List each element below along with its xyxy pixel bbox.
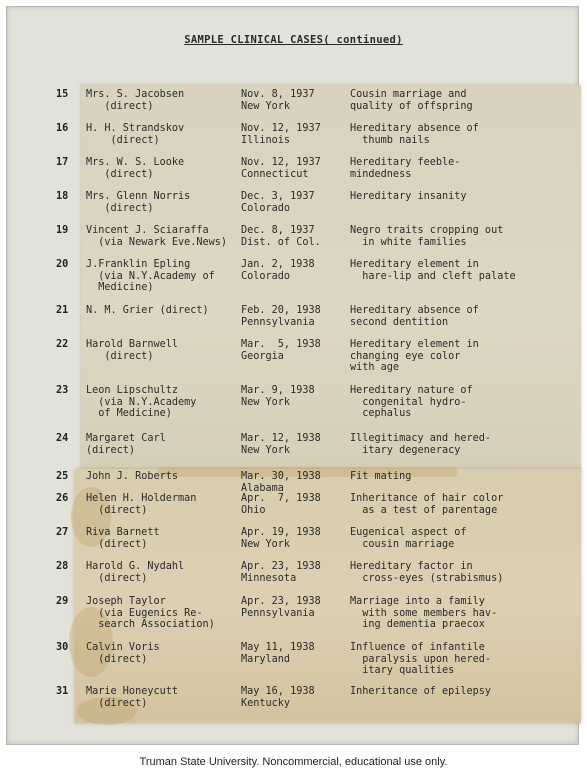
case-topic-cell xyxy=(350,493,580,516)
case-date-line: Alabama xyxy=(241,482,284,494)
case-name-line: (direct) xyxy=(86,572,148,584)
case-name-line: Mrs. Glenn Norris xyxy=(86,191,191,202)
case-name-line: Vincent J. Sciaraffa xyxy=(86,225,209,236)
case-date-line: Jan. 2, 1938 xyxy=(241,259,315,270)
case-name-cell xyxy=(86,686,236,709)
case-topic-cell xyxy=(350,225,580,248)
case-date-line: Colorado xyxy=(241,202,291,214)
case-date-cell xyxy=(241,493,346,516)
case-number: 20 xyxy=(56,259,69,270)
case-date-line: Georgia xyxy=(241,350,284,362)
case-number: 17 xyxy=(56,157,69,168)
case-date-cell xyxy=(241,305,346,328)
case-topic-cell xyxy=(350,89,580,112)
case-topic-cell xyxy=(350,596,580,631)
case-topic-line: mindedness xyxy=(350,168,412,180)
case-topic-line: Hereditary element in xyxy=(350,259,479,270)
case-topic-line: Illegitimacy and hered- xyxy=(350,433,492,444)
case-topic-cell xyxy=(350,527,580,550)
case-date-line: May 16, 1938 xyxy=(241,686,315,697)
case-name-line: N. M. Grier (direct) xyxy=(86,305,209,316)
case-name-line: (direct) xyxy=(86,202,154,214)
case-name-line: (via Newark Eve.News) xyxy=(86,236,228,248)
case-topic-line: cephalus xyxy=(350,408,412,419)
case-date-line: Nov. 8, 1937 xyxy=(241,89,315,100)
case-date-cell xyxy=(241,89,346,112)
case-number: 30 xyxy=(56,642,69,653)
case-topic-line: Hereditary element in xyxy=(350,339,479,350)
case-date-line: Mar. 30, 1938 xyxy=(241,471,321,482)
case-topic-line: itary qualities xyxy=(350,665,455,676)
case-name-line: Leon Lipschultz xyxy=(86,385,179,396)
case-name-line: Harold G. Nydahl xyxy=(86,561,185,572)
case-name-line: Mrs. W. S. Looke xyxy=(86,157,185,168)
case-date-line: Mar. 5, 1938 xyxy=(241,339,321,350)
case-date-line: Pennsylvania xyxy=(241,607,315,619)
case-topic-cell xyxy=(350,433,580,456)
case-topic-line: congenital hydro- xyxy=(350,396,467,408)
case-name-cell xyxy=(86,471,236,483)
case-name-line: of Medicine) xyxy=(86,408,172,419)
case-topic-cell xyxy=(350,157,580,180)
case-topic-line: Hereditary factor in xyxy=(350,561,473,572)
case-number: 25 xyxy=(56,471,69,482)
case-name-line: John J. Roberts xyxy=(86,471,179,482)
case-date-cell xyxy=(241,259,346,282)
case-name-cell xyxy=(86,225,236,248)
case-name-line: Riva Barnett xyxy=(86,527,160,538)
case-name-cell xyxy=(86,561,236,584)
case-topic-cell xyxy=(350,259,580,282)
page-title: SAMPLE CLINICAL CASES( continued) xyxy=(184,34,403,46)
document-sheet xyxy=(6,6,579,745)
case-name-line: (direct) xyxy=(86,100,154,112)
case-name-line: Calvin Voris xyxy=(86,642,160,653)
case-name-cell xyxy=(86,339,236,362)
case-date-line: New York xyxy=(241,396,291,408)
case-name-cell xyxy=(86,305,236,317)
case-date-line: Kentucky xyxy=(241,697,291,709)
case-name-cell xyxy=(86,642,236,665)
case-date-line: Maryland xyxy=(241,653,291,665)
case-name-line: Medicine) xyxy=(86,282,154,293)
case-topic-line: cross-eyes (strabismus) xyxy=(350,572,504,584)
case-date-line: Apr. 23, 1938 xyxy=(241,596,321,607)
case-topic-cell xyxy=(350,305,580,328)
case-name-line: Helen H. Holderman xyxy=(86,493,197,504)
case-date-line: Nov. 12, 1937 xyxy=(241,157,321,168)
case-name-line: search Association) xyxy=(86,619,215,630)
case-number: 15 xyxy=(56,89,69,100)
case-date-line: Dist. of Col. xyxy=(241,236,321,248)
case-topic-line: Marriage into a family xyxy=(350,596,485,607)
case-date-line: New York xyxy=(241,538,291,550)
case-name-line: (direct) xyxy=(86,168,154,180)
case-date-cell xyxy=(241,157,346,180)
case-number: 16 xyxy=(56,123,69,134)
case-date-cell xyxy=(241,471,346,494)
case-name-cell xyxy=(86,191,236,214)
case-name-line: (via N.Y.Academy xyxy=(86,396,197,408)
case-number: 27 xyxy=(56,527,69,538)
case-topic-line: Fit mating xyxy=(350,471,412,482)
case-date-line: Dec. 3, 1937 xyxy=(241,191,315,202)
case-date-line: Connecticut xyxy=(241,168,309,180)
case-topic-line: cousin marriage xyxy=(350,538,455,550)
case-topic-cell xyxy=(350,339,580,374)
case-name-cell xyxy=(86,157,236,180)
case-topic-cell xyxy=(350,191,580,203)
case-topic-line: hare-lip and cleft palate xyxy=(350,270,516,282)
case-topic-line: Cousin marriage and xyxy=(350,89,467,100)
case-date-line: Minnesota xyxy=(241,572,297,584)
case-date-line: Mar. 12, 1938 xyxy=(241,433,321,444)
case-name-line: Joseph Taylor xyxy=(86,596,166,607)
case-topic-line: Hereditary insanity xyxy=(350,191,467,202)
case-name-cell xyxy=(86,259,236,294)
case-topic-cell xyxy=(350,642,580,677)
case-date-line: New York xyxy=(241,100,291,112)
case-number: 23 xyxy=(56,385,69,396)
case-topic-line: Inheritance of hair color xyxy=(350,493,504,504)
case-name-line: (direct) xyxy=(86,444,136,456)
case-number: 18 xyxy=(56,191,69,202)
case-date-cell xyxy=(241,527,346,550)
case-name-line: (direct) xyxy=(86,697,148,709)
case-topic-line: Negro traits cropping out xyxy=(350,225,504,236)
case-date-line: Dec. 8, 1937 xyxy=(241,225,315,236)
case-name-line: H. H. Strandskov xyxy=(86,123,185,134)
case-name-line: Mrs. S. Jacobsen xyxy=(86,89,185,100)
case-name-line: Harold Barnwell xyxy=(86,339,179,350)
case-number: 21 xyxy=(56,305,69,316)
case-date-line: Pennsylvania xyxy=(241,316,315,328)
case-topic-line: second dentition xyxy=(350,316,449,328)
case-topic-line: thumb nails xyxy=(350,134,430,146)
case-date-cell xyxy=(241,191,346,214)
case-number: 31 xyxy=(56,686,69,697)
case-date-cell xyxy=(241,596,346,619)
case-date-line: May 11, 1938 xyxy=(241,642,315,653)
case-date-cell xyxy=(241,686,346,709)
case-number: 19 xyxy=(56,225,69,236)
case-topic-line: ing dementia praecox xyxy=(350,619,485,630)
case-name-cell xyxy=(86,596,236,631)
case-number: 22 xyxy=(56,339,69,350)
case-name-line: (via Eugenics Re- xyxy=(86,607,203,619)
case-topic-line: Influence of infantile xyxy=(350,642,485,653)
case-name-line: (direct) xyxy=(86,653,148,665)
case-name-line: (via N.Y.Academy of xyxy=(86,270,215,282)
case-name-cell xyxy=(86,493,236,516)
case-date-cell xyxy=(241,123,346,146)
case-date-line: Colorado xyxy=(241,270,291,282)
case-date-line: Illinois xyxy=(241,134,291,146)
case-topic-line: itary degeneracy xyxy=(350,444,461,456)
case-topic-cell xyxy=(350,471,580,483)
case-name-line: (direct) xyxy=(86,504,148,516)
case-topic-line: Hereditary absence of xyxy=(350,123,479,134)
case-number: 29 xyxy=(56,596,69,607)
case-name-cell xyxy=(86,433,236,456)
case-date-line: Apr. 23, 1938 xyxy=(241,561,321,572)
case-topic-line: Eugenical aspect of xyxy=(350,527,467,538)
case-number: 24 xyxy=(56,433,69,444)
case-topic-cell xyxy=(350,385,580,420)
case-date-line: New York xyxy=(241,444,291,456)
case-name-line: Marie Honeycutt xyxy=(86,686,179,697)
case-date-line: Nov. 12, 1937 xyxy=(241,123,321,134)
case-topic-line: Hereditary nature of xyxy=(350,385,473,396)
case-name-cell xyxy=(86,527,236,550)
case-topic-line: paralysis upon hered- xyxy=(350,653,492,665)
case-date-cell xyxy=(241,385,346,408)
case-name-cell xyxy=(86,123,236,146)
case-name-cell xyxy=(86,89,236,112)
case-topic-line: Hereditary absence of xyxy=(350,305,479,316)
case-date-cell xyxy=(241,642,346,665)
case-name-cell xyxy=(86,385,236,420)
case-name-line: (direct) xyxy=(86,350,154,362)
case-topic-line: in white families xyxy=(350,236,467,248)
case-topic-line: Hereditary feeble- xyxy=(350,157,461,168)
case-name-line: (direct) xyxy=(86,538,148,550)
case-number: 26 xyxy=(56,493,69,504)
case-topic-cell xyxy=(350,686,580,698)
case-date-cell xyxy=(241,339,346,362)
case-date-line: Ohio xyxy=(241,504,266,516)
case-topic-line: with some members hav- xyxy=(350,607,498,619)
case-date-line: Apr. 19, 1938 xyxy=(241,527,321,538)
case-topic-line: quality of offspring xyxy=(350,100,473,112)
case-date-cell xyxy=(241,561,346,584)
footer-credit: Truman State University. Noncommercial, educational use only. xyxy=(139,756,448,768)
case-name-line: J.Franklin Epling xyxy=(86,259,191,270)
case-date-line: Feb. 20, 1938 xyxy=(241,305,321,316)
case-topic-line: with age xyxy=(350,362,400,373)
case-topic-line: as a test of parentage xyxy=(350,504,498,516)
case-date-cell xyxy=(241,433,346,456)
case-date-cell xyxy=(241,225,346,248)
case-topic-cell xyxy=(350,123,580,146)
case-number: 28 xyxy=(56,561,69,572)
case-name-line: Margaret Carl xyxy=(86,433,166,444)
case-topic-line: Inheritance of epilepsy xyxy=(350,686,492,697)
case-date-line: Apr. 7, 1938 xyxy=(241,493,321,504)
case-topic-line: changing eye color xyxy=(350,350,461,362)
case-topic-cell xyxy=(350,561,580,584)
case-name-line: (direct) xyxy=(86,134,160,146)
case-date-line: Mar. 9, 1938 xyxy=(241,385,315,396)
